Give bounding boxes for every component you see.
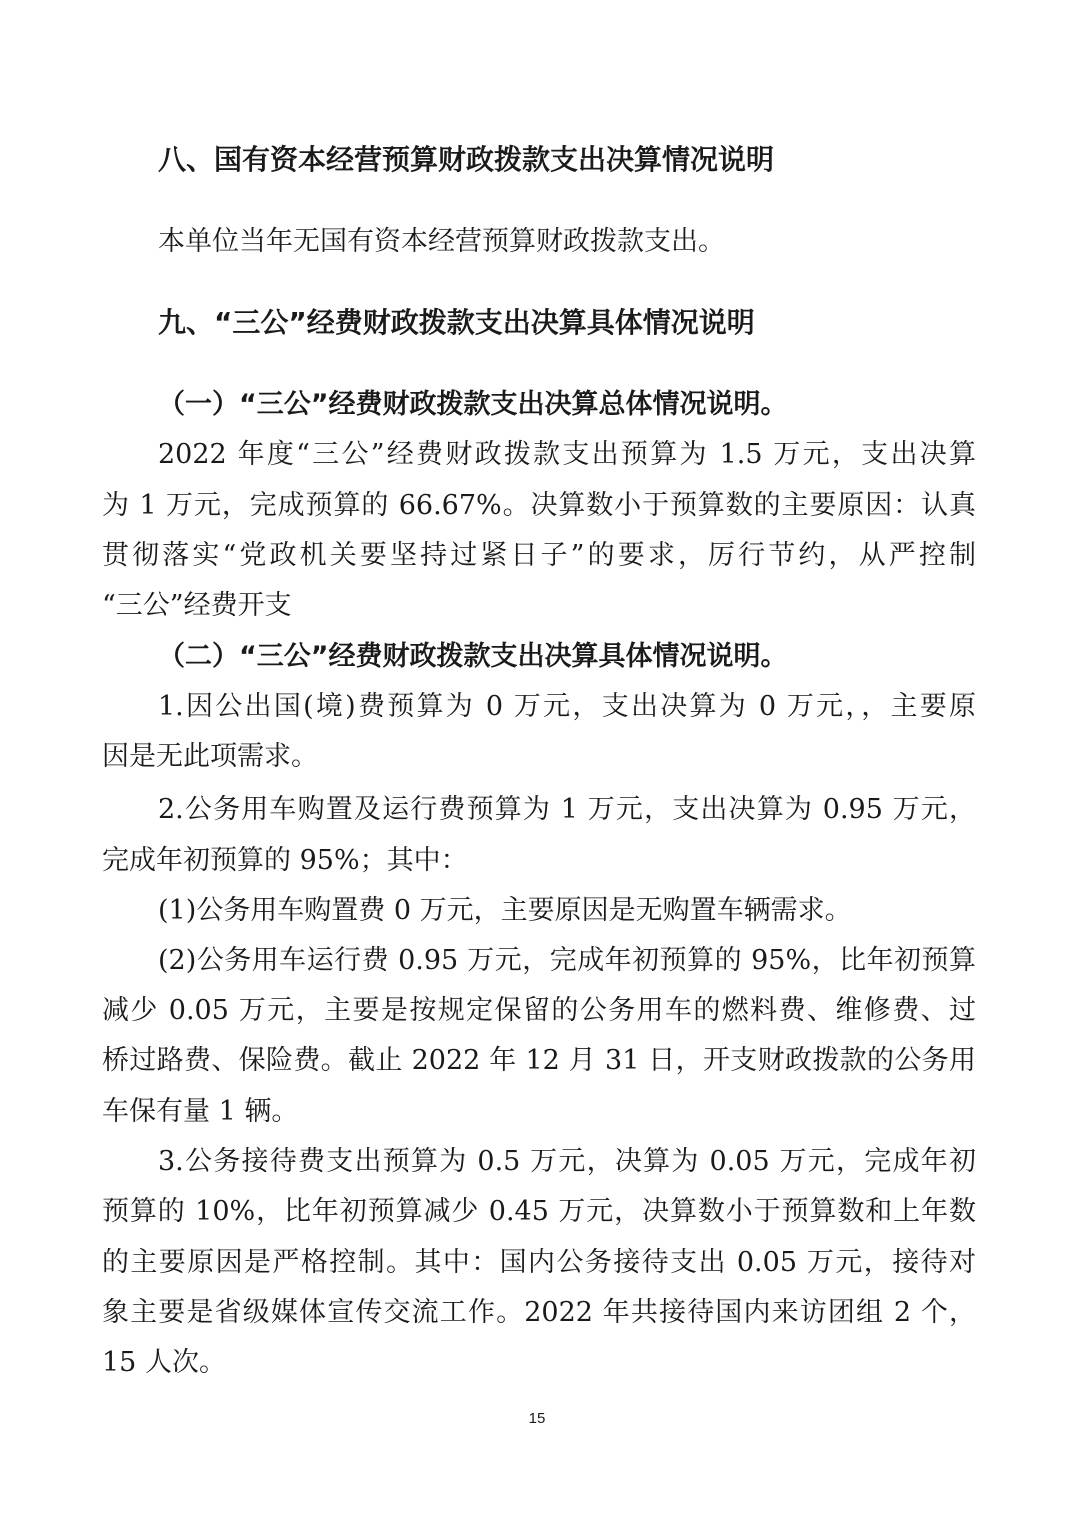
item-3-line-3: 的主要原因是严格控制。其中：国内公务接待支出 0.05 万元，接待对	[102, 1247, 976, 1278]
subsection-1-heading: （一）“三公”经费财政拨款支出决算总体情况说明。	[158, 389, 788, 420]
overall-paragraph-line-2: 为 1 万元，完成预算的 66.67%。决算数小于预算数的主要原因：认真	[102, 490, 976, 521]
item-2-sub-2-line-2: 减少 0.05 万元，主要是按规定保留的公务用车的燃料费、维修费、过	[102, 995, 976, 1026]
item-1-line-1: 1.因公出国(境)费预算为 0 万元，支出决算为 0 万元，，主要原	[158, 691, 976, 722]
item-2-line-2: 完成年初预算的 95%；其中：	[102, 845, 468, 876]
item-2-sub-2-line-1: (2)公务用车运行费 0.95 万元，完成年初预算的 95%，比年初预算	[158, 945, 976, 976]
item-3-line-1: 3.公务接待费支出预算为 0.5 万元，决算为 0.05 万元，完成年初	[158, 1146, 976, 1177]
page-number: 15	[528, 1410, 546, 1427]
item-2-sub-1: (1)公务用车购置费 0 万元，主要原因是无购置车辆需求。	[158, 895, 852, 926]
section-8-heading: 八、国有资本经营预算财政拨款支出决算情况说明	[158, 143, 775, 176]
subsection-2-heading: （二）“三公”经费财政拨款支出决算具体情况说明。	[158, 641, 788, 672]
section-8-text: 本单位当年无国有资本经营预算财政拨款支出。	[158, 226, 725, 257]
item-2-line-1: 2.公务用车购置及运行费预算为 1 万元，支出决算为 0.95 万元，	[158, 794, 976, 825]
item-2-sub-2-line-3: 桥过路费、保险费。截止 2022 年 12 月 31 日，开支财政拨款的公务用	[102, 1045, 976, 1076]
overall-paragraph-line-4: “三公”经费开支	[102, 590, 292, 621]
section-9-heading: 九、“三公”经费财政拨款支出决算具体情况说明	[158, 306, 755, 339]
item-1-line-2: 因是无此项需求。	[102, 741, 318, 772]
item-3-line-5: 15 人次。	[102, 1347, 226, 1378]
item-3-line-4: 象主要是省级媒体宣传交流工作。2022 年共接待国内来访团组 2 个，	[102, 1297, 976, 1328]
overall-paragraph-line-1: 2022 年度“三公”经费财政拨款支出预算为 1.5 万元，支出决算	[158, 439, 976, 470]
overall-paragraph-line-3: 贯彻落实“党政机关要坚持过紧日子”的要求，厉行节约，从严控制	[102, 540, 976, 571]
item-3-line-2: 预算的 10%，比年初预算减少 0.45 万元，决算数小于预算数和上年数	[102, 1196, 976, 1227]
item-2-sub-2-line-4: 车保有量 1 辆。	[102, 1096, 299, 1127]
